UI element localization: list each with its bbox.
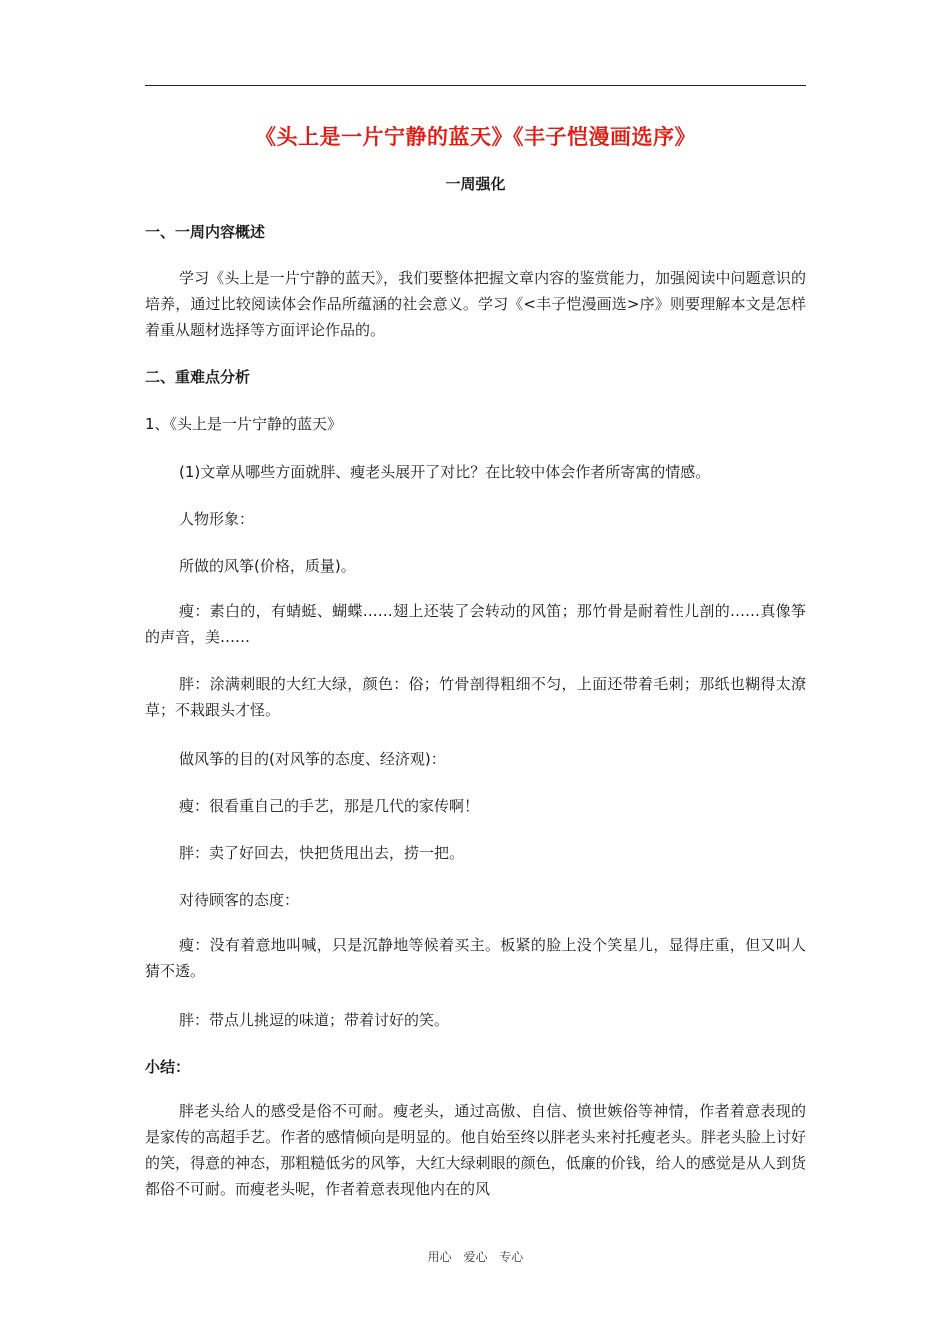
kite-label: 所做的风筝(价格，质量)。: [179, 557, 356, 575]
thin-kite-paragraph: 瘦：素白的，有蜻蜓、蝴蝶……翅上还装了会转动的风笛；那竹骨是耐着性儿剖的……真像筝的声音，美……: [145, 602, 806, 646]
page-title: 《头上是一片宁静的蓝天》《丰子恺漫画选序》: [255, 125, 696, 149]
summary-heading: 小结：: [145, 1058, 191, 1076]
section2-heading: 二、重难点分析: [145, 368, 251, 386]
item1-heading: 1、《头上是一片宁静的蓝天》: [145, 415, 343, 433]
summary-paragraph: 胖老头给人的感受是俗不可耐。瘦老头，通过高傲、自信、愤世嫉俗等神情，作者着意表现的是家传的高超手艺。作者的感情倾向是明显的。他自始至终以胖老头来衬托瘦老头。胖老头脸上讨好的笑，得意的神态，那粗糙低劣的风筝，大红大绿刺眼的颜色，低廉的价钱，给人的感觉是从人到货都俗不可耐。而瘦老头呢，作者着意表现他内在的风: [145, 1102, 806, 1198]
page-subtitle: 一周强化: [445, 175, 506, 193]
question1: (1)文章从哪些方面就胖、瘦老头展开了对比？在比较中体会作者所寄寓的情感。: [179, 463, 711, 481]
thin-purpose: 瘦：很看重自己的手艺，那是几代的家传啊！: [179, 797, 480, 815]
fat-purpose: 胖：卖了好回去，快把货甩出去，捞一把。: [179, 844, 465, 862]
header-rule: [145, 85, 806, 86]
fat-customer: 胖：带点儿挑逗的味道；带着讨好的笑。: [179, 1011, 450, 1029]
section1-heading: 一、一周内容概述: [145, 223, 266, 241]
page-footer: 用心 爱心 专心: [427, 1250, 524, 1264]
figure-label: 人物形象：: [179, 510, 255, 528]
section1-paragraph: 学习《头上是一片宁静的蓝天》，我们要整体把握文章内容的鉴赏能力，加强阅读中问题意识的培养，通过比较阅读体会作品所蕴涵的社会意义。学习《<丰子恺漫画选>序》则要理解本文是怎样着重从题材选择等方面评论作品的。: [145, 269, 806, 339]
thin-customer-paragraph: 瘦：没有着意地叫喊，只是沉静地等候着买主。板紧的脸上没个笑星儿，显得庄重，但又叫人猜不透。: [145, 936, 806, 980]
fat-kite-paragraph: 胖：涂满刺眼的大红大绿，颜色：俗；竹骨剖得粗细不匀，上面还带着毛刺；那纸也糊得太潦草；不栽跟头才怪。: [145, 675, 806, 719]
customer-label: 对待顾客的态度：: [179, 891, 300, 909]
purpose-label: 做风筝的目的(对风筝的态度、经济观)：: [179, 750, 446, 768]
